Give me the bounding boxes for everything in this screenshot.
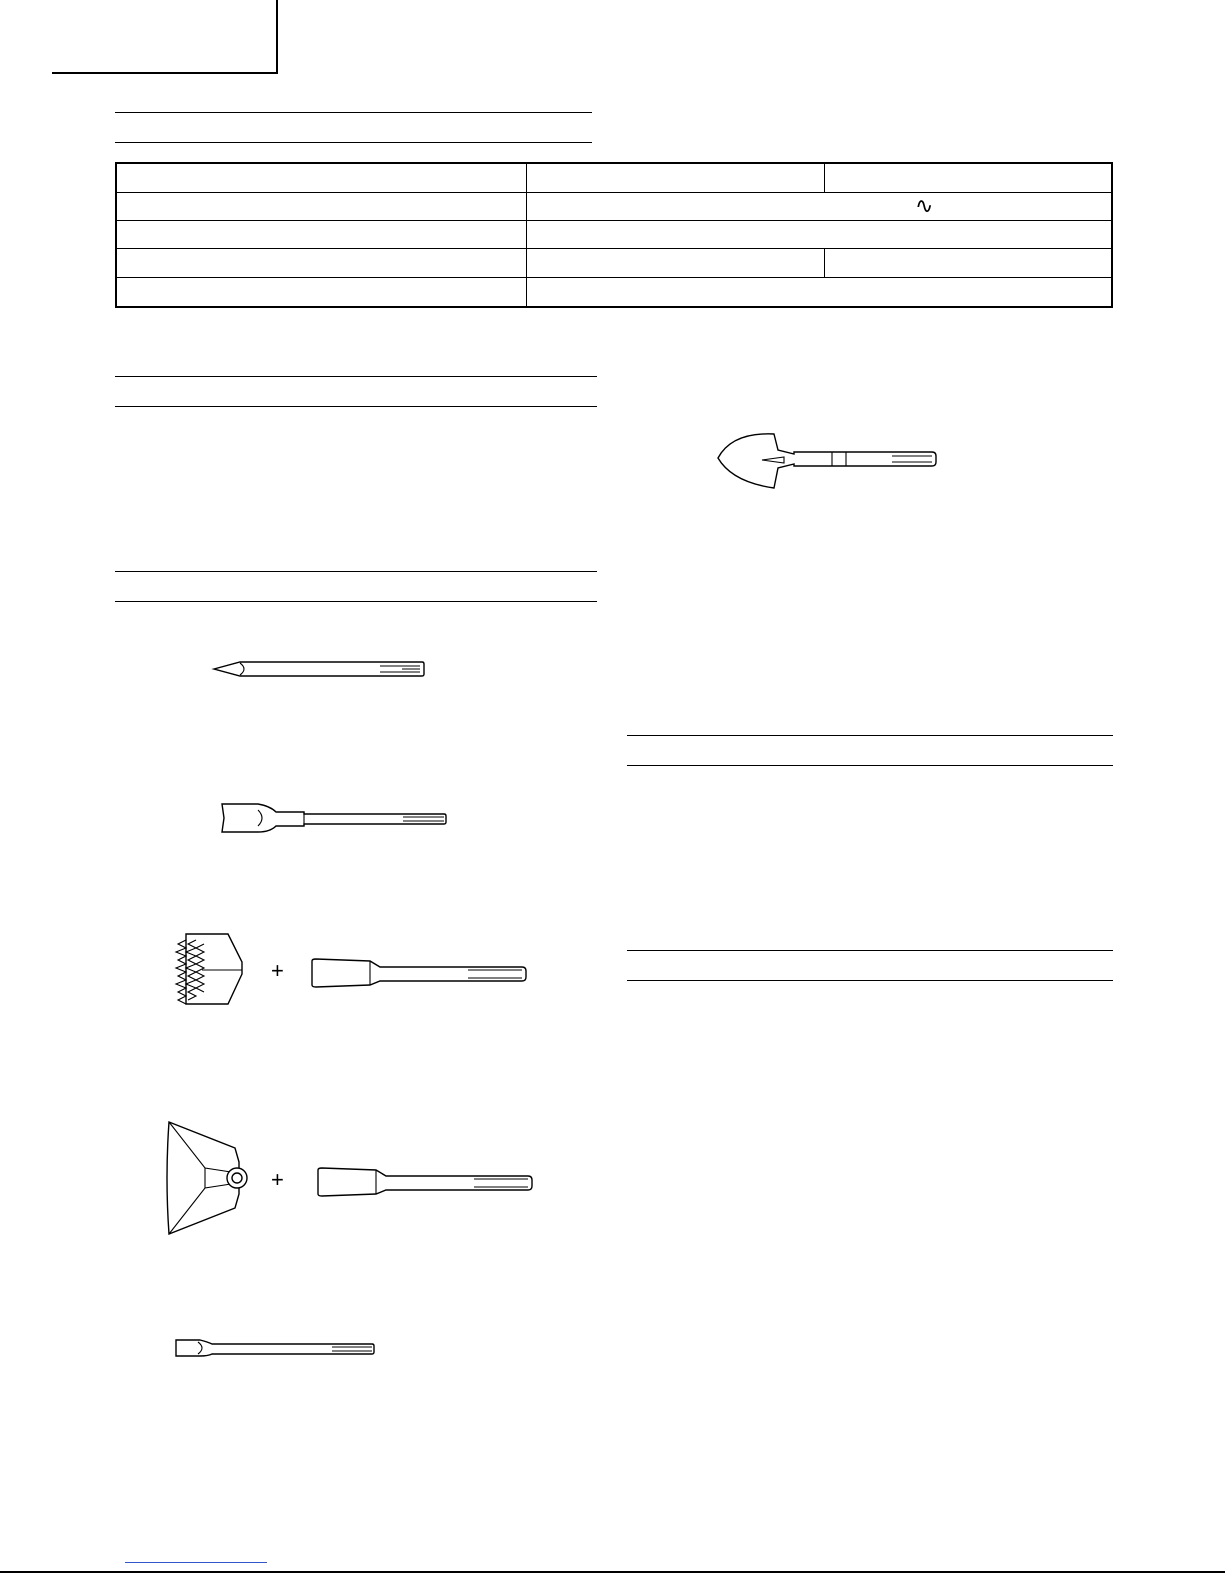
spec-cell: [527, 249, 825, 277]
spec-cell: [825, 249, 1111, 277]
applications-rule-bottom: [627, 765, 1113, 766]
ac-current-icon: ∿: [915, 193, 934, 218]
standard-accessories-rule-top: [115, 376, 597, 377]
tamper-icon: [165, 1118, 249, 1238]
spec-row-3: [117, 221, 1111, 249]
optional-accessories-rule-top: [115, 571, 597, 572]
standard-accessories-rule-bottom: [115, 406, 597, 407]
header-tab-bottom-edge: [52, 72, 278, 74]
specifications-table: [115, 162, 1113, 308]
spec-cell: [117, 164, 527, 192]
spec-cell: [117, 278, 527, 306]
footer-link-underline: [125, 1562, 267, 1563]
spec-cell-voltage: [527, 193, 1111, 220]
spec-row-2: [117, 193, 1111, 221]
applications-rule-top: [627, 735, 1113, 736]
spec-cell: [527, 278, 1111, 306]
spec-cell: [117, 221, 527, 248]
spec-cell: [117, 249, 527, 277]
plus-connector: +: [271, 958, 284, 983]
operation-rule-top: [627, 950, 1113, 951]
operation-rule-bottom: [627, 980, 1113, 981]
spec-cell: [527, 164, 825, 192]
spec-row-1: [117, 164, 1111, 193]
spec-heading-rule-bottom: [115, 142, 592, 143]
tamper-shank-icon: [314, 1164, 536, 1200]
bushing-tool-icon: [172, 930, 248, 1010]
bushing-shank-icon: [308, 955, 530, 991]
spec-cell: [527, 221, 1111, 248]
footer-rule: [0, 1571, 1225, 1573]
clay-spade-icon: [712, 428, 940, 494]
bull-point-icon: [210, 658, 428, 680]
header-tab-right-edge: [276, 0, 278, 74]
spec-cell: [117, 193, 527, 220]
flat-chisel-icon: [172, 1336, 380, 1360]
cold-chisel-icon: [218, 800, 450, 836]
spec-row-5: [117, 278, 1111, 306]
spec-cell: [825, 164, 1111, 192]
spec-row-4: [117, 249, 1111, 278]
spec-heading-rule-top: [115, 112, 592, 113]
plus-connector: +: [271, 1167, 284, 1192]
optional-accessories-rule-bottom: [115, 601, 597, 602]
